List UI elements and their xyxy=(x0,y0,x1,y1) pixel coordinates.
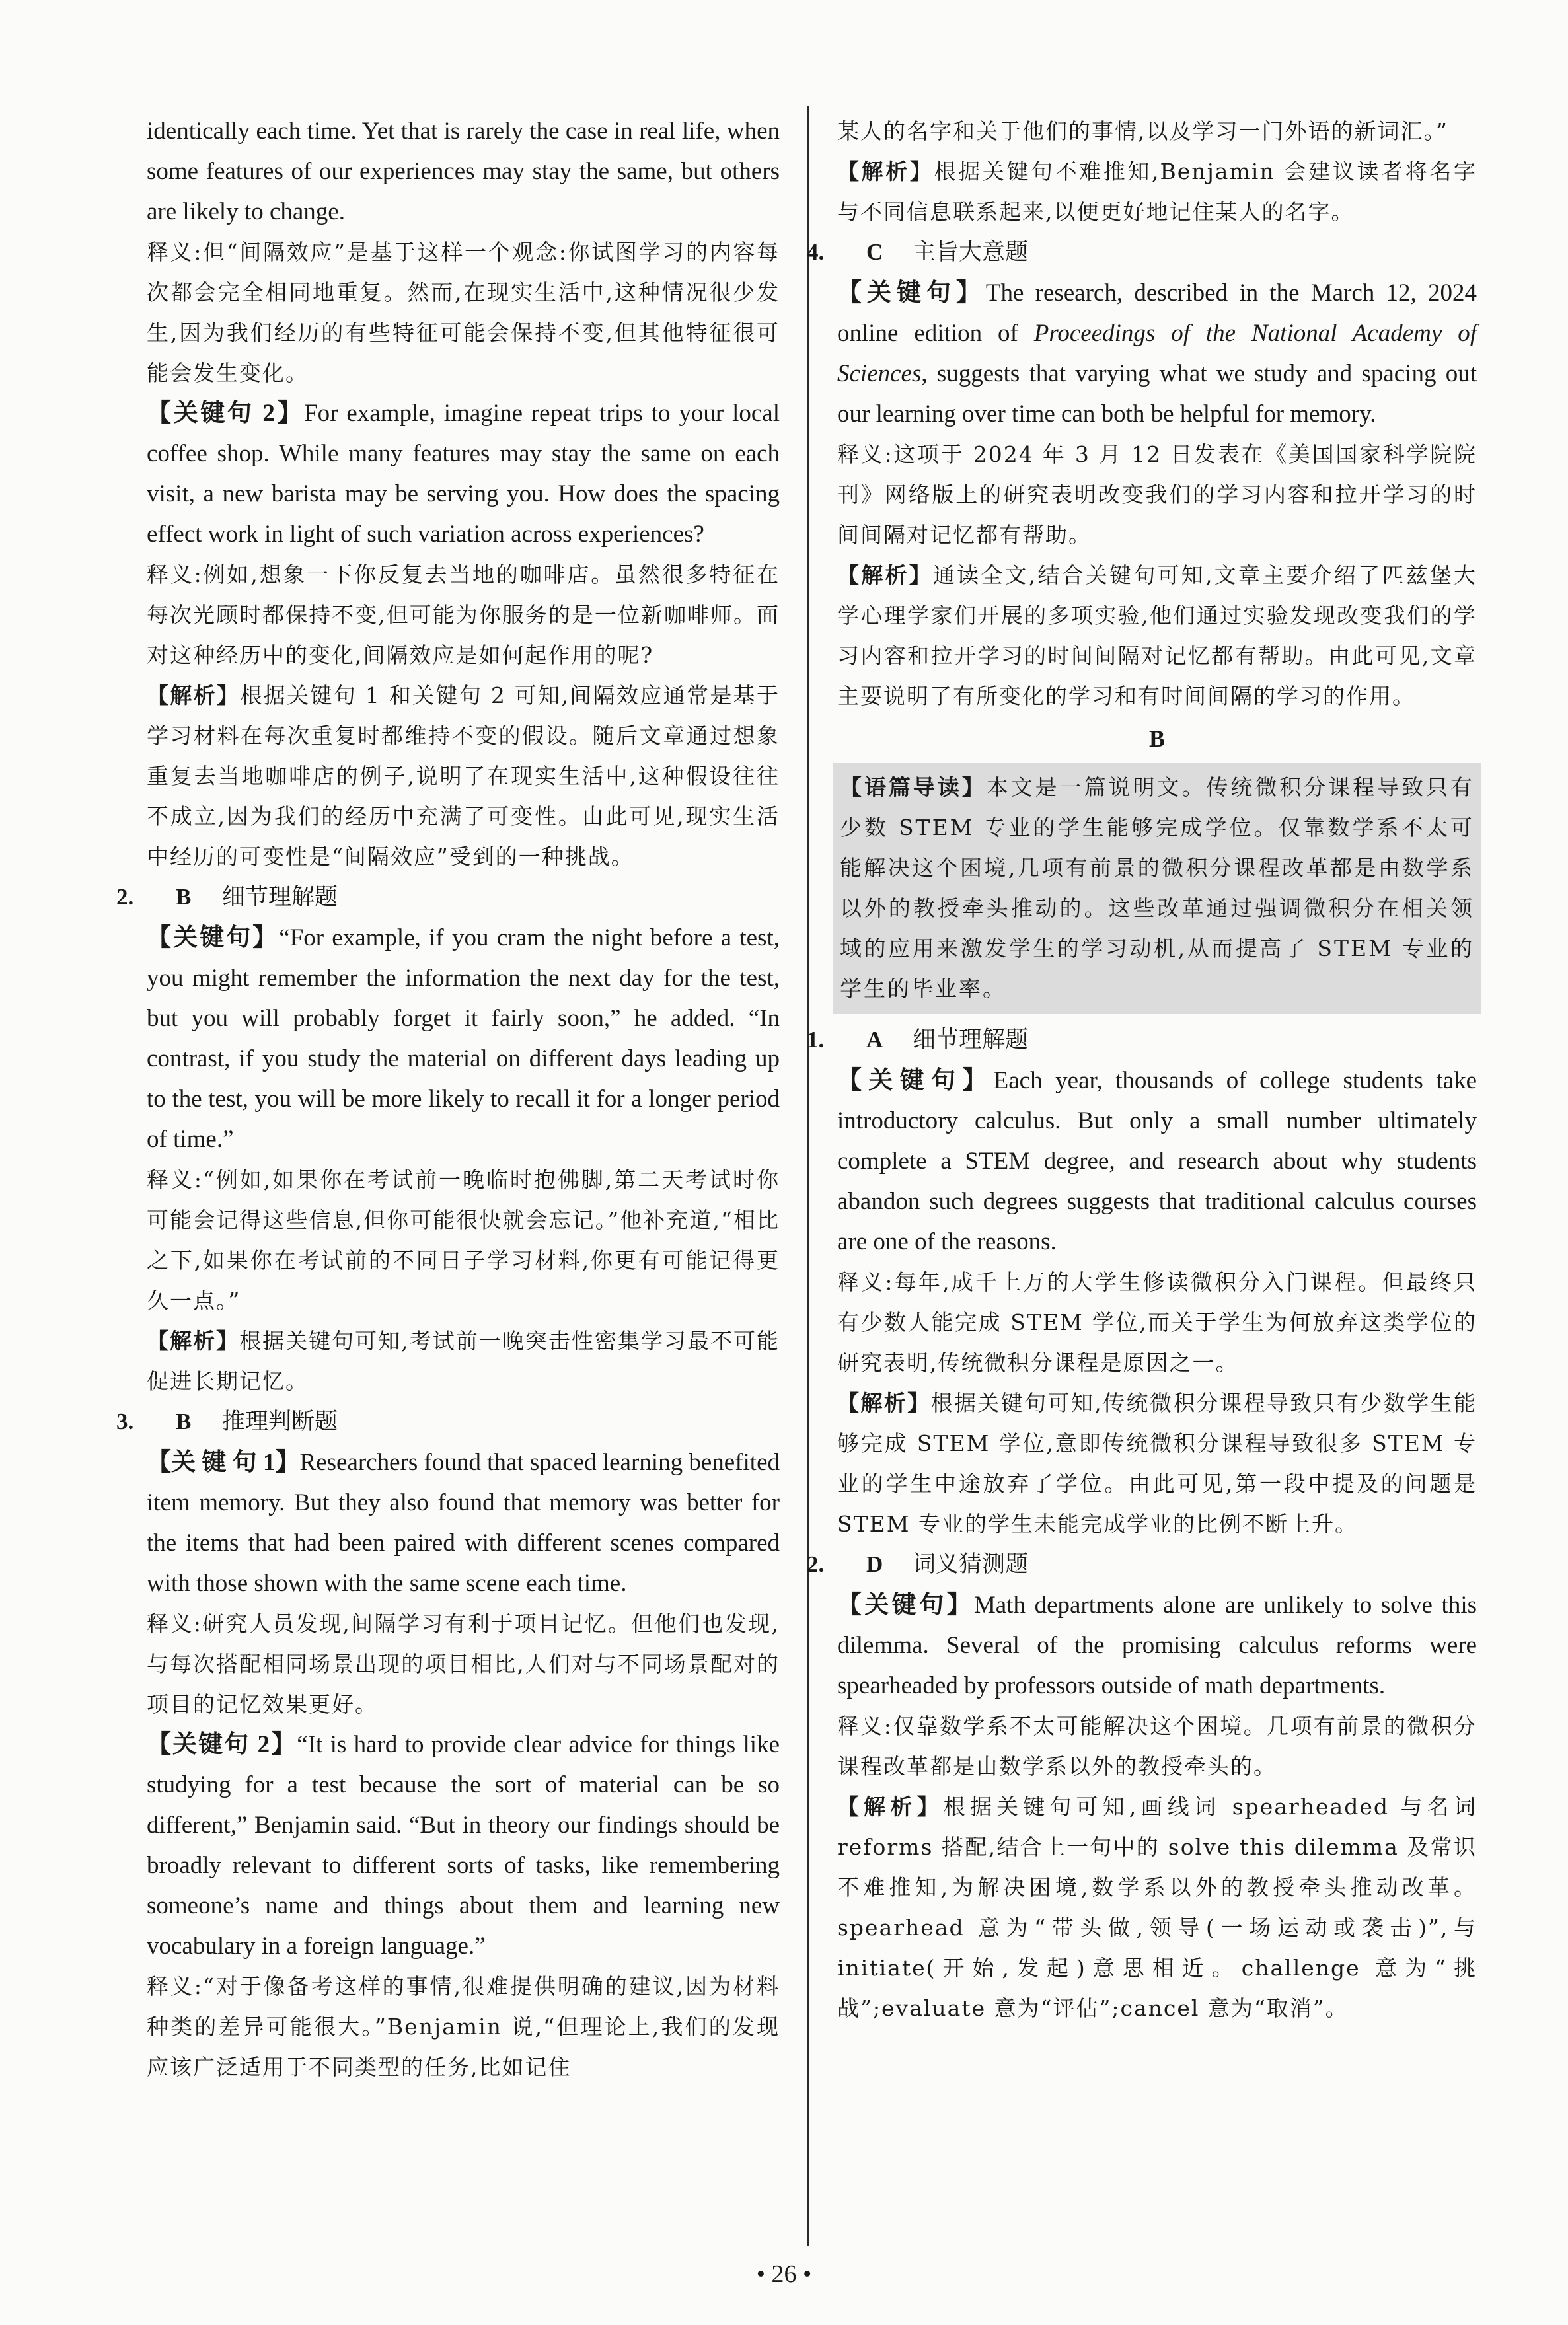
answer-letter: B xyxy=(176,884,192,910)
key-sentence-2: 【关键句 2】“It is hard to provide clear advice for things like studying for a test because the sort of material can be so different,” Benjamin said. “But in theory our findings should be broadly relevant to different sorts of tasks, like remembering someone’s name and things about them and learning new vocabulary in a foreign language.” xyxy=(147,1731,780,1960)
analysis: 【解析】根据关键句可知,考试前一晚突击性密集学习最不可能促进长期记忆。 xyxy=(147,1328,780,1394)
answer-letter: D xyxy=(866,1551,883,1577)
key-sentence-1: 【关 键 句 1】Researchers found that spaced learning benefited item memory. But they also found that memory was better for the items that had been paired with different scenes compared with those shown with the same scene each time. xyxy=(147,1449,780,1597)
left-column xyxy=(116,111,780,2087)
analysis: 【解析】根据关键句可知,传统微积分课程导致只有少数学生能够完成 STEM 学位,意即传统微积分课程导致很多 STEM 专业的学生中途放弃了学位。由此可见,第一段中提及的问题是 STEM 专业的学生未能完成学业的比例不断上升。 xyxy=(837,1390,1477,1537)
translation-text: 某人的名字和关于他们的事情,以及学习一门外语的新词汇。” xyxy=(837,118,1448,144)
translation-text: 释义:每年,成千上万的大学生修读微积分入门课程。但最终只有少数人能完成 STEM 学位,而关于学生为何放弃这类学位的研究表明,传统微积分课程是原因之一。 xyxy=(837,1269,1477,1376)
translation-text: 释义:仅靠数学系不太可能解决这个困境。几项有前景的微积分课程改革都是由数学系以外的教授牵头的。 xyxy=(837,1713,1477,1779)
key-sentence-label: 【关键句 2】 xyxy=(147,400,305,427)
question-type: 词义猜测题 xyxy=(913,1551,1029,1578)
analysis: 【解析】通读全文,结合关键句可知,文章主要介绍了匹兹堡大学心理学家们开展的多项实验,他们通过实验发现改变我们的学习内容和拉开学习的时间间隔对记忆都有帮助。由此可见,文章主要说明了有所变化的学习和有时间间隔的学习的作用。 xyxy=(837,562,1477,709)
translation-text: 释义:“对于像备考这样的事情,很难提供明确的建议,因为材料种类的差异可能很大。”Benjamin 说,“但理论上,我们的发现应该广泛适用于不同类型的任务,比如记住 xyxy=(147,1974,780,2080)
question-b2-header: 2. D 词义猜测题 xyxy=(837,1544,1477,1585)
passage-text: identically each time. Yet that is rarely the case in real life, when some features of our experiences may stay the same, but others are likely to change. xyxy=(147,118,780,225)
key-sentence: 【关键句】“For example, if you cram the night before a test, you might remember the information the next day for the test, but you will probably forget it fairly soon,” he added. “In contrast, if you study the material on different days leading up to the test, you will be more likely to recall it for a longer period of time.” xyxy=(147,924,780,1153)
key-sentence: 【关键句】Each year, thousands of college students take introductory calculus. But only a small number ultimately complete a STEM degree, and research about why students abandon such degrees suggests that traditional calculus courses are one of the reasons. xyxy=(837,1067,1477,1255)
section-b-title: B xyxy=(1148,725,1165,752)
question-type: 主旨大意题 xyxy=(913,239,1029,266)
journal-title: Proceedings of the National Academy of Sciences xyxy=(837,320,1477,387)
answer-letter: C xyxy=(866,239,883,265)
question-type: 推理判断题 xyxy=(222,1409,338,1435)
key-sentence-2: 【关键句 2】For example, imagine repeat trips to your local coffee shop. While many features may stay the same on each visit, a new barista may be serving you. How does the spacing effect work in light of such variation across experiences? xyxy=(147,400,780,548)
column-divider xyxy=(807,106,809,2246)
question-3-header: 3. B 推理判断题 xyxy=(147,1401,780,1442)
translation-text: 释义:“例如,如果你在考试前一晚临时抱佛脚,第二天考试时你可能会记得这些信息,但你可能很快就会忘记。”他补充道,“相比之下,如果你在考试前的不同日子学习材料,你更有可能记得更久一点。” xyxy=(147,1167,780,1313)
answer-letter: B xyxy=(176,1409,192,1434)
question-type: 细节理解题 xyxy=(913,1027,1029,1053)
analysis-label: 【解析】 xyxy=(147,683,241,708)
question-2-header: 2. B 细节理解题 xyxy=(147,877,780,918)
question-b1-header: 1. A 细节理解题 xyxy=(837,1019,1477,1060)
answer-letter: A xyxy=(866,1027,883,1052)
translation-text: 释义:但“间隔效应”是基于这样一个观念:你试图学习的内容每次都会完全相同地重复。然而,在现实生活中,这种情况很少发生,因为我们经历的有些特征可能会保持不变,但其他特征很可能会发生变化。 xyxy=(147,239,780,386)
guide-label: 【语篇导读】 xyxy=(840,774,987,800)
key-sentence: 【关键句】The research, described in the March 12, 2024 online edition of Proceedings of the National Academy of Sciences, suggests that varying what we study and spacing out our learning over time can both be helpful for memory. xyxy=(837,279,1477,427)
translation-text: 释义:例如,想象一下你反复去当地的咖啡店。虽然很多特征在每次光顾时都保持不变,但可能为你服务的是一位新咖啡师。面对这种经历中的变化,间隔效应是如何起作用的呢? xyxy=(147,562,780,668)
question-type: 细节理解题 xyxy=(222,884,338,910)
translation-text: 释义:这项于 2024 年 3 月 12 日发表在《美国国家科学院院刊》网络版上的研究表明改变我们的学习内容和拉开学习的时间间隔对记忆都有帮助。 xyxy=(837,441,1477,548)
key-sentence: 【关键句】Math departments alone are unlikely to solve this dilemma. Several of the promising calculus reforms were spearheaded by professors outside of math departments. xyxy=(837,1592,1477,1699)
analysis: 【解析】根据关键句 1 和关键句 2 可知,间隔效应通常是基于学习材料在每次重复时都维持不变的假设。随后文章通过想象重复去当地咖啡店的例子,说明了在现实生活中,这种假设往往不成立,因为我们的经历中充满了可变性。由此可见,现实生活中经历的可变性是“间隔效应”受到的一种挑战。 xyxy=(147,683,780,869)
translation-text: 释义:研究人员发现,间隔学习有利于项目记忆。但他们也发现,与每次搭配相同场景出现的项目相比,人们对与不同场景配对的项目的记忆效果更好。 xyxy=(147,1611,780,1717)
analysis: 【解析】根据关键句不难推知,Benjamin 会建议读者将名字与不同信息联系起来,以便更好地记住某人的名字。 xyxy=(837,159,1477,225)
question-4-header: 4. C 主旨大意题 xyxy=(837,232,1477,273)
right-column xyxy=(807,111,1477,2028)
page-number: • 26 • xyxy=(756,2260,812,2288)
analysis: 【解析】根据关键句可知,画线词 spearheaded 与名词 reforms 搭配,结合上一句中的 solve this dilemma 及常识不难推知,为解决困境,数学系以外的教授牵头推动改革。spearhead 意为“带头做,领导(一场运动或袭击)”,与 initiate(开始,发起)意思相近。challenge 意为“挑战”;evaluate 意为“评估”;cancel 意为“取消”。 xyxy=(837,1794,1477,2021)
passage-guide-box: 【语篇导读】本文是一篇说明文。传统微积分课程导致只有少数 STEM 专业的学生能够完成学位。仅靠数学系不太可能解决这个困境,几项有前景的微积分课程改革都是由数学系以外的教授牵头推动的。这些改革通过强调微积分在相关领域的应用来激发学生的学习动机,从而提高了 STEM 专业的学生的毕业率。 xyxy=(833,763,1481,1014)
